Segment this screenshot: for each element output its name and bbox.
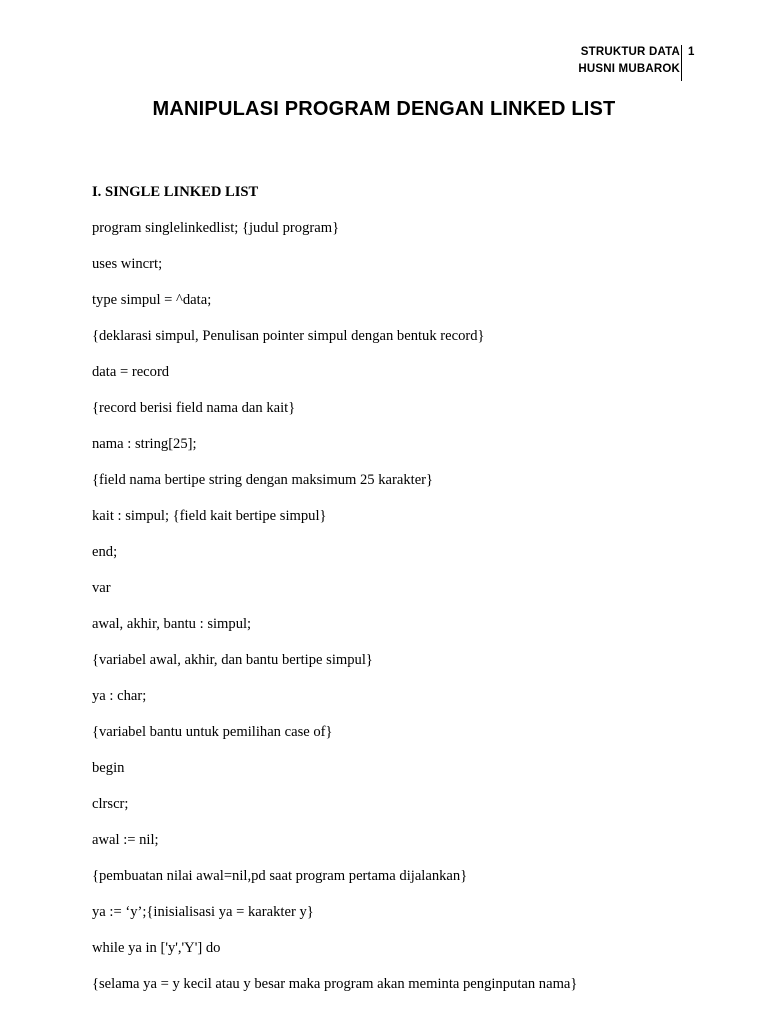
code-line: while ya in ['y','Y'] do <box>92 940 221 956</box>
code-line: {pembuatan nilai awal=nil,pd saat program pertama dijalankan} <box>92 868 468 884</box>
code-line: type simpul = ^data; <box>92 292 212 308</box>
code-line: {deklarasi simpul, Penulisan pointer simpul dengan bentuk record} <box>92 328 485 344</box>
code-line: {selama ya = y kecil atau y besar maka program akan meminta penginputan nama} <box>92 976 578 992</box>
code-line: var <box>92 580 111 596</box>
code-line: program singlelinkedlist; {judul program} <box>92 220 340 236</box>
page-number: 1 <box>688 46 695 58</box>
code-line: end; <box>92 544 118 560</box>
section-heading: I. SINGLE LINKED LIST <box>92 184 259 200</box>
code-line: ya : char; <box>92 688 147 704</box>
code-line: {record berisi field nama dan kait} <box>92 400 296 416</box>
code-line: nama : string[25]; <box>92 436 197 452</box>
code-line: awal, akhir, bantu : simpul; <box>92 616 252 632</box>
code-line: ya := ‘y’;{inisialisasi ya = karakter y} <box>92 904 314 920</box>
code-line: awal := nil; <box>92 832 159 848</box>
header-course: STRUKTUR DATA <box>580 46 680 58</box>
code-line: {variabel bantu untuk pemilihan case of} <box>92 724 333 740</box>
code-line: uses wincrt; <box>92 256 163 272</box>
header-divider <box>681 45 682 81</box>
code-line: kait : simpul; {field kait bertipe simpul} <box>92 508 327 524</box>
document-body <box>92 181 712 1009</box>
code-line: clrscr; <box>92 796 129 812</box>
header-author: HUSNI MUBAROK <box>578 63 680 75</box>
code-line: {variabel awal, akhir, dan bantu bertipe simpul} <box>92 652 373 668</box>
code-line: {field nama bertipe string dengan maksimum 25 karakter} <box>92 472 434 488</box>
code-line: data = record <box>92 364 170 380</box>
code-line: begin <box>92 760 125 776</box>
document-title: MANIPULASI PROGRAM DENGAN LINKED LIST <box>152 98 616 120</box>
running-header <box>578 44 680 78</box>
